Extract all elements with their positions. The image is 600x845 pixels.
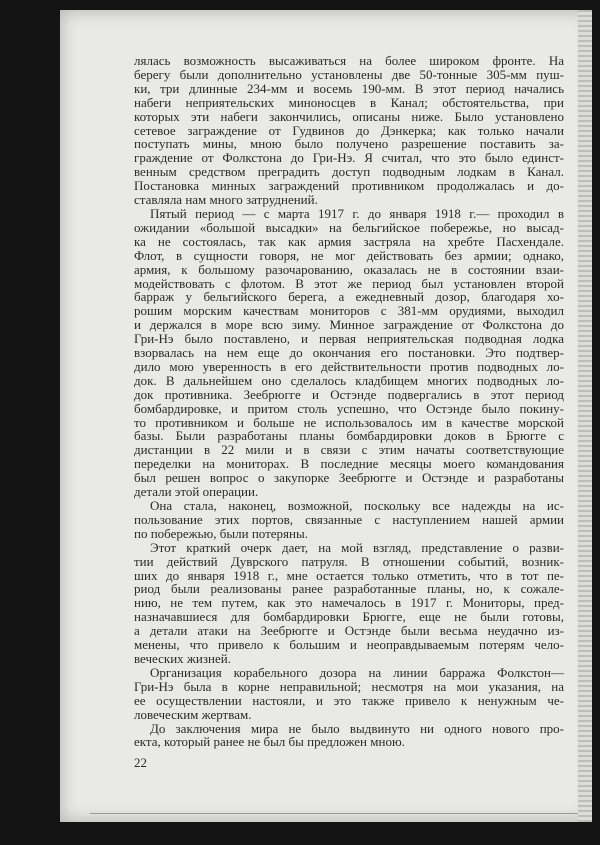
text-line: армия, к большому разочарованию, оказалась не в состоянии взаи- [134, 261, 564, 277]
text-line: ставляла нам много затруднений. [134, 192, 318, 208]
text-line: Организация корабельного дозора на линии барража Фолкстон— [150, 664, 564, 680]
paragraph [134, 722, 564, 750]
text-line: Гри-Нэ было поставлено, и первая неприятельская подводная лодка [134, 331, 564, 347]
text-line: по побережью, были потеряны. [134, 525, 308, 541]
text-line: то противником и больше не использовалось им в качестве морской [134, 414, 564, 430]
paragraph [134, 207, 564, 499]
text-line: сетевое заграждение от Гудвинов до Дэнкерка; как только начали [134, 122, 564, 138]
text-line: взорвалась на нем еще до окончания его постановки. Это подтвер- [134, 345, 564, 361]
text-line: переделки на мониторах. В последние месяцы моего командования [134, 456, 564, 472]
text-line: ки, три длинные 234-мм и восемь 190-мм. В этот период начались [134, 80, 564, 96]
text-line: екта, который ранее не был бы предложен мною. [134, 734, 405, 750]
text-line: набеги неприятельских миноносцев в Канал; обстоятельства, при [134, 94, 564, 110]
paragraph [134, 541, 564, 666]
text-line: док противника. Зеебрюгге и Остэнде подвергались в этот период [134, 386, 564, 402]
paragraph [134, 666, 564, 722]
page-number: 22 [134, 755, 147, 770]
paragraph [134, 54, 564, 207]
text-line: Пятый период — с марта 1917 г. до января 1918 г.— проходил в [150, 205, 564, 221]
book-page [60, 10, 592, 822]
text-line: тии действий Дуврского патруля. В отношении событий, возник- [134, 553, 564, 569]
text-line: рошим морским качествам мониторов с 381-мм орудиями, выходил [134, 303, 564, 319]
text-line: менены, что привело к большим и неоправдываемым потерям чело- [134, 637, 564, 653]
page-bottom-edge [90, 813, 578, 814]
text-line: пользование этих портов, связанные с наступлением нашей армии [134, 511, 564, 527]
text-line: назначавшиеся для бомбардировки Брюгге, еще не были готовы, [134, 609, 564, 625]
text-line: детали этой операции. [134, 484, 259, 500]
text-line: ловеческим жертвам. [134, 706, 252, 722]
text-line: ка не состоялась, так как армия застряла на хребте Пасхендале. [134, 233, 564, 249]
text-line: нию, не тем путем, как это намечалось в 1917 г. Мониторы, пред- [134, 595, 564, 611]
text-line: был решен вопрос о закупорке Зеебрюгге и Остэнде и разработаны [134, 470, 564, 486]
paragraph [134, 499, 564, 541]
text-line: модействовать с флотом. В этот же период был установлен второй [134, 275, 564, 291]
page-edge [578, 10, 592, 822]
text-line: бомбардировке, и притом столь успешно, что Остэнде было покину- [134, 400, 564, 416]
text-line: Флот, в сущности говоря, не мог действовать без армии; однако, [134, 247, 564, 263]
text-line: и держался в море всю зиму. Минное заграждение от Фолкстона до [134, 317, 564, 333]
text-line: базы. Были разработаны планы бомбардировки доков в Брюгге с [134, 428, 564, 444]
text-line: венным средством преградить доступ подводным лодкам в Канал. [134, 164, 564, 180]
text-line: ее осуществлении настояли, и это также привело к ненужным че- [134, 692, 564, 708]
text-line: а детали атаки на Зеебрюгге и Остэнде были весьма неудачно из- [134, 623, 564, 639]
text-line: веческих жизней. [134, 650, 231, 666]
text-line: ших до января 1918 г., мне остается только отметить, что в тот пе- [134, 567, 564, 583]
text-line: Этот краткий очерк дает, на мой взгляд, представление о разви- [150, 539, 564, 555]
text-line: берегу были дополнительно установлены две 50-тонные 305-мм пуш- [134, 66, 564, 82]
text-line: дистанции в 22 мили и в связи с этим начаты соответствующие [134, 442, 564, 458]
text-line: лялась возможность высаживаться на более широком фронте. На [134, 53, 564, 68]
text-line: До заключения мира не было выдвинуто ни одного нового про- [150, 720, 564, 736]
body-text [134, 54, 564, 749]
text-line: Гри-Нэ была в корне неправильной; несмотря на мои указания, на [134, 678, 564, 694]
text-line: ожидании «большой высадки» на бельгийское побережье, но высад- [134, 219, 564, 235]
text-line: док. В дальнейшем оно сделалось кладбищем многих подводных ло- [134, 372, 564, 388]
text-line: поступать мины, мною было получено разрешение поставить за- [134, 136, 564, 152]
text-line: которых эти набеги закончились, описаны ниже. Было установлено [134, 108, 564, 124]
text-line: граждение от Фолкстона до Гри-Нэ. Я считал, что это было единст- [134, 150, 564, 166]
text-line: риод были реализованы ранее разработанные планы, но, к сожале- [134, 581, 564, 597]
text-line: Постановка минных заграждений противником продолжалась и до- [134, 178, 564, 194]
text-line: дило мою уверенность в его действительности против подводных ло- [134, 358, 564, 374]
text-line: Она стала, наконец, возможной, поскольку все надежды на ис- [150, 498, 564, 513]
text-line: барраж у бельгийского берега, а ежедневный дозор, благодаря хо- [134, 289, 564, 305]
